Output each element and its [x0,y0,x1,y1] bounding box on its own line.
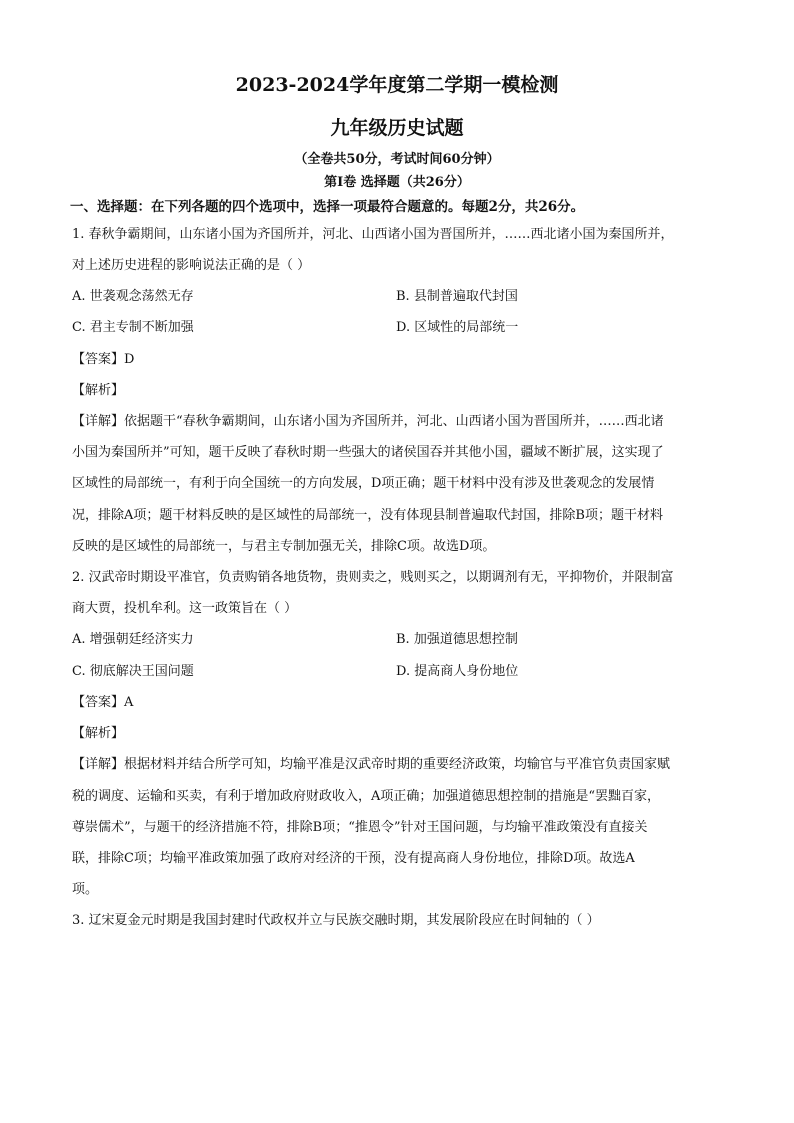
exam-title: 2023-2024学年度第二学期一模检测 [235,74,559,96]
q2-answer: 【答案】A [72,695,134,710]
q1-detail-line: 小国为秦国所并”可知，题干反映了春秋时期一些强大的诸侯国吞并其他小国，疆域不断扩展，这实现了 [72,445,664,460]
q1-detail-line: 区域性的局部统一，有利于向全国统一的方向发展，D项正确；题干材料中没有涉及世袭观念的发展情 [72,476,655,491]
q3-stem-line1: 3. 辽宋夏金元时期是我国封建时代政权并立与民族交融时期，其发展阶段应在时间轴的（ ） [72,913,600,928]
section-heading: 一、选择题：在下列各题的四个选项中，选择一项最符合题意的。每题2分，共26分。 [70,199,585,215]
q2-option-c: C. 彻底解决王国问题 [72,664,194,679]
q2-option-a: A. 增强朝廷经济实力 [72,632,194,647]
part-title: 第Ⅰ卷 选择题（共26分） [324,175,470,190]
q2-analysis-label: 【解析】 [72,726,125,741]
q2-option-b: B. 加强道德思想控制 [396,632,518,647]
q1-stem-line1: 1. 春秋争霸期间，山东诸小国为齐国所并，河北、山西诸小国为晋国所并，……西北诸小国为秦国所并， [72,227,674,242]
q1-analysis-label: 【解析】 [72,383,125,398]
q2-stem-line1: 2. 汉武帝时期设平准官，负责购销各地货物，贵则卖之，贱则买之，以期调剂有无，平抑物价，并限制富 [72,570,674,585]
q1-detail-line: 【详解】依据题干“春秋争霸期间，山东诸小国为齐国所并，河北、山西诸小国为晋国所并，……西北诸 [72,414,664,429]
q2-stem-line2: 商大贾，投机牟利。这一政策旨在（ ） [72,601,298,616]
q1-answer: 【答案】D [72,352,135,367]
q1-option-c: C. 君主专制不断加强 [72,320,194,335]
q1-option-d: D. 区域性的局部统一 [396,320,519,335]
q2-detail-line: 【详解】根据材料并结合所学可知，均输平准是汉武帝时期的重要经济政策，均输官与平准官负责国家赋 [72,757,671,772]
q2-detail-line: 项。 [72,882,99,897]
exam-subtitle: 九年级历史试题 [330,117,464,139]
q2-option-d: D. 提高商人身份地位 [396,664,519,679]
q1-stem-line2: 对上述历史进程的影响说法正确的是（ ） [72,258,311,273]
q2-detail-line: 尊崇儒术”，与题干的经济措施不符，排除B项；“推恩令”针对王国问题，与均输平准政策没有直接关 [72,820,648,835]
q1-detail-line: 反映的是区域性的局部统一，与君主专制加强无关，排除C项。故选D项。 [72,539,496,554]
q2-detail-line: 税的调度、运输和买卖，有利于增加政府财政收入，A项正确；加强道德思想控制的措施是“罢黜百家， [72,789,661,804]
q1-option-b: B. 县制普遍取代封国 [396,289,518,304]
q1-option-a: A. 世袭观念荡然无存 [72,289,194,304]
q1-detail-line: 况，排除A项；题干材料反映的是区域性的局部统一，没有体现县制普遍取代封国，排除B项；题干材料 [72,508,663,523]
q2-detail-line: 联，排除C项；均输平准政策加强了政府对经济的干预，没有提高商人身份地位，排除D项。故选A [72,851,635,866]
exam-info: （全卷共50分，考试时间60分钟） [294,152,500,167]
